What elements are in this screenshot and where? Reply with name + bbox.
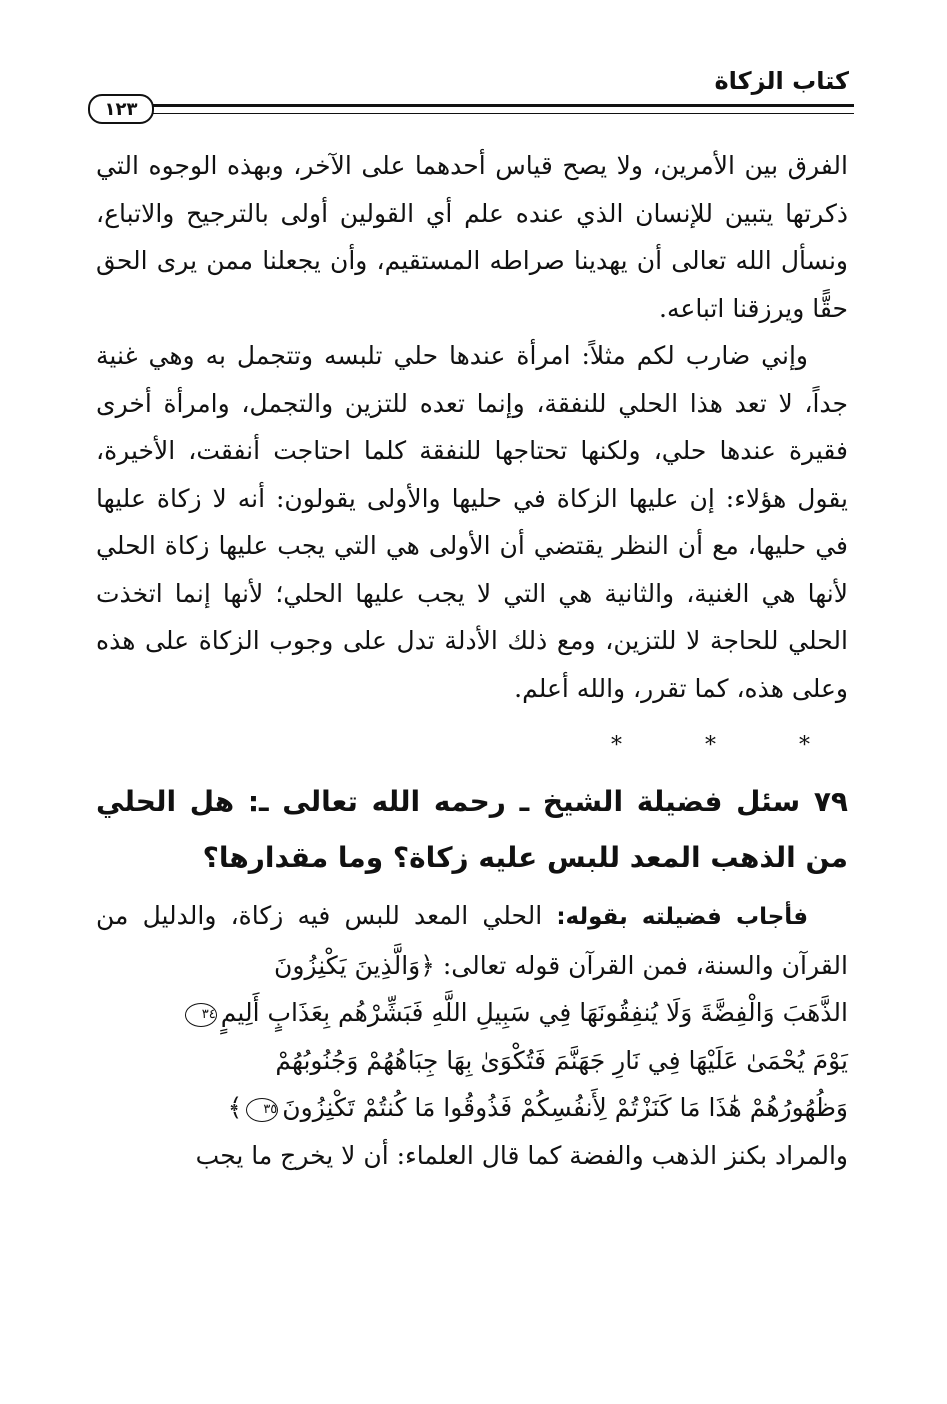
answer-paragraph bbox=[96, 892, 848, 989]
verse-number-35: ٣٥ bbox=[246, 1098, 278, 1122]
verse-line-2: يَوْمَ يُحْمَىٰ عَلَيْهَا فِي نَارِ جَهَنَّمَ فَتُكْوَىٰ بِهَا جِبَاهُهُمْ وَجُنُوبُهُمْ bbox=[275, 1045, 848, 1075]
question-heading: ٧٩ سئل فضيلة الشيخ ـ رحمه الله تعالى ـ: هل الحلي من الذهب المعد للبس عليه زكاة؟ وما مقدارها؟ bbox=[96, 785, 848, 874]
paragraph-2: وإني ضارب لكم مثلاً: امرأة عندها حلي تلبسه وتتجمل به وهي غنية جداً، لا تعد هذا الحلي للنفقة، وإنما تعده للتزين والتجمل، وامرأة أخرى فقيرة عندها حلي، ولكنها تحتاجها للنفقة كلما احتاجت أنفقت، الأخيرة، يقول هؤلاء: إن عليها الزكاة في حليها والأولى يقولون: أنه لا زكاة عليها في حليها، مع أن النظر يقتضي أن الأولى هي التي يجب عليها زكاة الحلي لأنها هي الغنية، والثانية هي التي لا يجب عليها الحلي؛ لأنها إنما اتخذت الحلي للحاجة لا للتزين، ومع ذلك الأدلة تدل على وجوب الزكاة على هذه وعلى هذه، كما تقرر، والله أعلم. bbox=[96, 341, 848, 703]
last-line: والمراد بكنز الذهب والفضة كما قال العلماء: أن لا يخرج ما يجب bbox=[195, 1140, 848, 1170]
verse-line-1 bbox=[96, 989, 848, 1037]
verse-line-3 bbox=[96, 1084, 848, 1132]
verse-close-bracket: ﴾ bbox=[227, 1093, 243, 1122]
header-rule bbox=[146, 104, 854, 114]
verse-text-3: وَظُهُورُهُمْ هَٰذَا مَا كَنَزْتُمْ لِأَنفُسِكُمْ فَذُوقُوا مَا كُنتُمْ تَكْنِزُونَ bbox=[282, 1093, 848, 1122]
page-body bbox=[96, 142, 848, 1179]
paragraph-1: الفرق بين الأمرين، ولا يصح قياس أحدهما على الآخر، وبهذه الوجوه التي ذكرتها يتبين للإنسان الذي عنده علم أي القولين أولى بالترجيح والاتباع، ونسأل الله تعالى أن يهدينا صراطه المستقيم، وأن يجعلنا ممن يرى الحق حقًّا ويرزقنا اتباعه. bbox=[96, 151, 848, 323]
answer-text: الحلي المعد للبس فيه زكاة، والدليل من القرآن والسنة، فمن القرآن قوله تعالى: ﴿وَالَّذِينَ يَكْنِزُونَ bbox=[96, 901, 848, 980]
section-separator: * * * bbox=[611, 733, 848, 758]
verse-text-1: الذَّهَبَ وَالْفِضَّةَ وَلَا يُنفِقُونَهَا فِي سَبِيلِ اللَّهِ فَبَشِّرْهُم بِعَذَابٍ أَلِيمٍ bbox=[220, 998, 848, 1027]
answer-lead: فأجاب فضيلته بقوله: bbox=[556, 904, 809, 930]
page-number: ١٢٣ bbox=[88, 94, 154, 124]
running-title: كتاب الزكاة bbox=[714, 67, 849, 95]
verse-number-34: ٣٤ bbox=[185, 1003, 217, 1027]
